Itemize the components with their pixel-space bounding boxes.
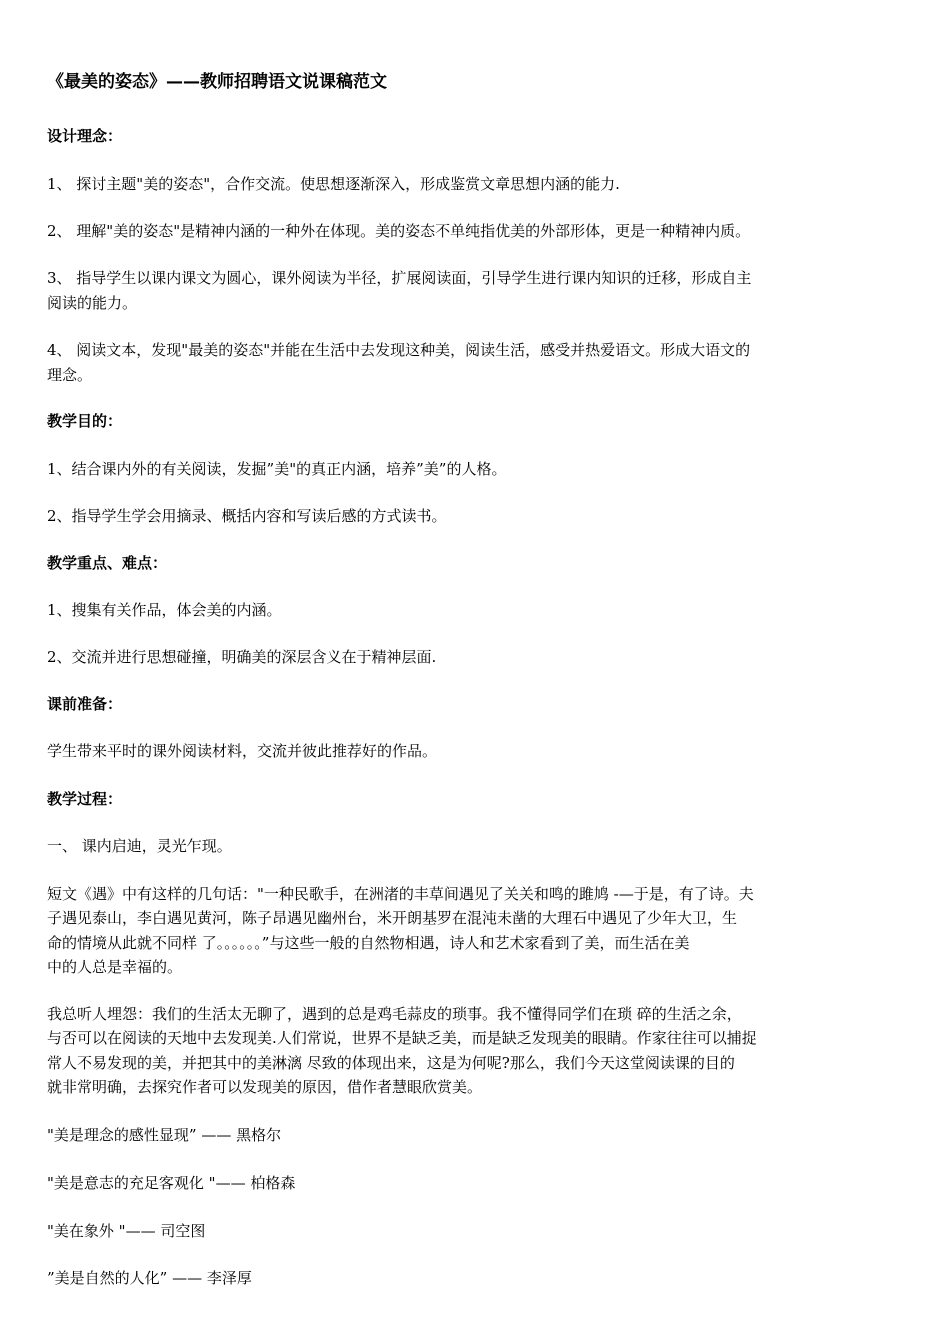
design-concept-item-3: 3、 指导学生以课内课文为圆心，课外阅读为半径，扩展阅读面，引导学生进行课内知识的迁移，形成自主 [47, 269, 752, 287]
document-title: 《最美的姿态》——教师招聘语文说课稿范文 [47, 72, 387, 92]
quote-hegel: "美是理念的感性显现” —— 黑格尔 [47, 1126, 282, 1144]
preparation-heading: 课前准备： [47, 695, 123, 713]
quote-li-zehou: ”美是自然的人化” —— 李泽厚 [47, 1269, 252, 1287]
design-concept-item-4: 4、 阅读文本，发现"最美的姿态"并能在生活中去发现这种美，阅读生活，感受并热爱语文。形成大语文的 [47, 341, 751, 359]
quote-sikong-tu: "美在象外 "—— 司空图 [47, 1222, 206, 1240]
design-concept-item-4-cont: 理念。 [47, 366, 93, 384]
paragraph-2-line: 我总听人埋怨：我们的生活太无聊了，遇到的总是鸡毛蒜皮的琐事。我不懂得同学们在琐 碎的生活之余， [47, 1005, 742, 1023]
teaching-goal-2: 2、指导学生学会用摘录、概括内容和写读后感的方式读书。 [47, 507, 447, 525]
paragraph-1-line: 短文《遇》中有这样的几句话："一种民歌手，在洲渚的丰草间遇见了关关和鸣的雎鸠 -—于是，有了诗。夫 [47, 885, 754, 903]
process-step-1: 一、 课内启迪，灵光乍现。 [47, 837, 232, 855]
process-heading: 教学过程： [47, 790, 123, 808]
paragraph-1-line: 中的人总是幸福的。 [47, 958, 183, 976]
key-point-2: 2、交流并进行思想碰撞，明确美的深层含义在于精神层面. [47, 648, 437, 666]
quote-bergson: "美是意志的充足客观化 "—— 柏格森 [47, 1174, 296, 1192]
design-concept-heading: 设计理念： [47, 127, 123, 145]
paragraph-1-line: 子遇见泰山，李白遇见黄河，陈子昂遇见幽州台，米开朗基罗在混沌未凿的大理石中遇见了少年大卫，生 [47, 909, 738, 927]
paragraph-1-line: 命的情境从此就不同样 了。。。。。。”与这些一般的自然物相遇，诗人和艺术家看到了美，而生活在美 [47, 934, 690, 952]
design-concept-item-2: 2、 理解"美的姿态"是精神内涵的一种外在体现。美的姿态不单纯指优美的外部形体，更是一种精神内质。 [47, 222, 751, 240]
teaching-goals-heading: 教学目的： [47, 412, 123, 430]
key-points-heading: 教学重点、难点： [47, 554, 168, 572]
key-point-1: 1、搜集有关作品，体会美的内涵。 [47, 601, 282, 619]
teaching-goal-1: 1、结合课内外的有关阅读，发掘”美"的真正内涵，培养”美”的人格。 [47, 460, 507, 478]
design-concept-item-3-cont: 阅读的能力。 [47, 294, 138, 312]
paragraph-2-line: 与否可以在阅读的天地中去发现美.人们常说，世界不是缺乏美，而是缺乏发现美的眼睛。作家往往可以捕捉 [47, 1029, 757, 1047]
design-concept-item-1: 1、 探讨主题"美的姿态"，合作交流。使思想逐渐深入，形成鉴赏文章思想内涵的能力. [47, 175, 620, 193]
paragraph-2-line: 就非常明确，去探究作者可以发现美的原因，借作者慧眼欣赏美。 [47, 1078, 483, 1096]
preparation-text: 学生带来平时的课外阅读材料，交流并彼此推荐好的作品。 [47, 742, 438, 760]
paragraph-2-line: 常人不易发现的美，并把其中的美淋漓 尽致的体现出来，这是为何呢?那么，我们今天这堂阅读课的目的 [47, 1054, 735, 1072]
